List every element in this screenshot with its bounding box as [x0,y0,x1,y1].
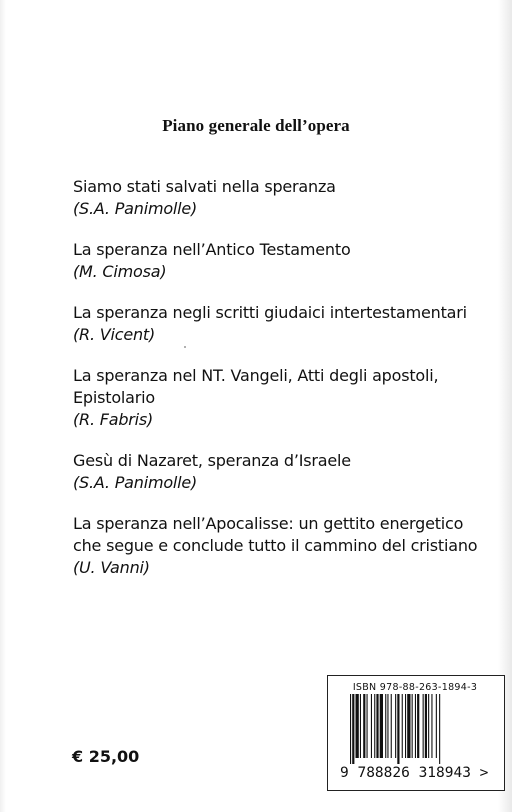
barcode-bars-icon [350,694,490,764]
entry-author: (R. Fabris) [73,410,154,429]
entry-title-line: La speranza nell’Apocalisse: un gettito energetico [73,514,464,533]
contents-entry [73,239,493,283]
entry-title-line: La speranza negli scritti giudaici intertestamentari [73,303,467,322]
contents-entry [73,450,493,494]
entry-author: (S.A. Panimolle) [73,199,198,218]
entry-author: (U. Vanni) [73,558,150,577]
entry-author: (S.A. Panimolle) [73,473,198,492]
isbn-label: ISBN 978-88-263-1894-3 [352,682,478,693]
contents-list [73,176,493,598]
contents-entry [73,176,493,220]
entry-title-line: La speranza nel NT. Vangeli, Atti degli apostoli, [73,366,439,385]
entry-title-line: Siamo stati salvati nella speranza [73,177,336,196]
contents-entry [73,365,493,431]
entry-author: (M. Cimosa) [73,262,167,281]
entry-title-line: che segue e conclude tutto il cammino del cristiano [73,536,478,555]
contents-entry [73,513,493,579]
entry-title-line: Epistolario [73,388,155,407]
contents-entry [73,302,493,346]
paper-speck [184,346,186,348]
entry-author: (R. Vicent) [73,325,156,344]
isbn-digits: 9 788826 318943 > [340,765,489,781]
entry-title-line: Gesù di Nazaret, speranza d’Israele [73,451,351,470]
page-title: Piano generale dell’opera [162,116,350,135]
entry-title-line: La speranza nell’Antico Testamento [73,240,351,259]
price-label: € 25,00 [72,747,140,766]
